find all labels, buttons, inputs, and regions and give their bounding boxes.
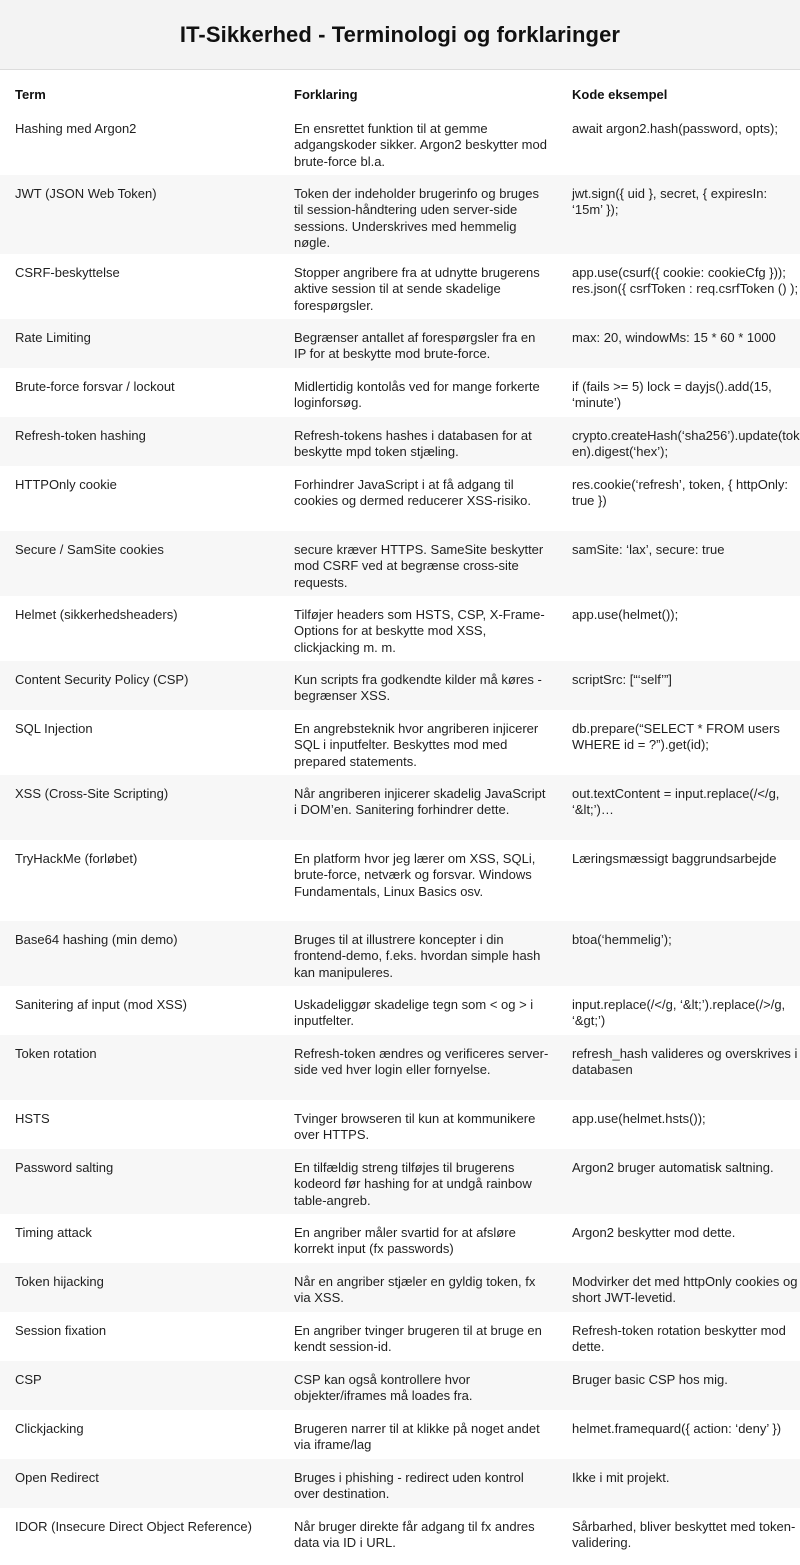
explanation-cell: Når en angriber stjæler en gyldig token, fx via XSS. <box>279 1263 557 1312</box>
code-example-cell: app.use(csurf({ cookie: cookieCfg })); res.json({ csrfToken : req.csrfToken () ); <box>557 254 800 319</box>
explanation-cell: En tilfældig streng tilføjes til brugerens kodeord før hashing for at undgå rainbow table-angreb. <box>279 1149 557 1214</box>
explanation-cell: Når bruger direkte får adgang til fx andres data via ID i URL. <box>279 1508 557 1553</box>
explanation-cell: Når angriberen injicerer skadelig JavaScript i DOM’en. Sanitering forhindrer dette. <box>279 775 557 840</box>
table-row <box>0 986 800 1035</box>
code-example-cell: btoa(‘hemmelig’); <box>557 921 800 986</box>
code-example-cell: out.textContent = input.replace(/</g, ‘&lt;’)… <box>557 775 800 840</box>
table-row <box>0 1459 800 1508</box>
explanation-cell: Stopper angribere fra at udnytte brugerens aktive session til at sende skadelige forespørgsler. <box>279 254 557 319</box>
explanation-cell: En angriber tvinger brugeren til at bruge en kendt session-id. <box>279 1312 557 1361</box>
code-example-cell: db.prepare(“SELECT * FROM users WHERE id = ?”).get(id); <box>557 710 800 775</box>
page-title: IT-Sikkerhed - Terminologi og forklaringer <box>179 21 621 47</box>
term-cell: Base64 hashing (min demo) <box>0 921 279 986</box>
explanation-cell: Uskadeliggør skadelige tegn som < og > i inputfelter. <box>279 986 557 1035</box>
term-cell: Brute-force forsvar / lockout <box>0 368 279 417</box>
table-row <box>0 1410 800 1459</box>
explanation-cell: secure kræver HTTPS. SameSite beskytter mod CSRF ved at begrænse cross-site requests. <box>279 531 557 596</box>
explanation-cell: En angrebsteknik hvor angriberen injicerer SQL i inputfelter. Beskyttes mod med prepared statements. <box>279 710 557 775</box>
code-example-cell: Sårbarhed, bliver beskyttet med token-validering. <box>557 1508 800 1553</box>
term-cell: IDOR (Insecure Direct Object Reference) <box>0 1508 279 1553</box>
term-cell: SQL Injection <box>0 710 279 775</box>
term-cell: CSRF-beskyttelse <box>0 254 279 319</box>
term-cell: Secure / SamSite cookies <box>0 531 279 596</box>
code-example-cell: Modvirker det med httpOnly cookies og short JWT-levetid. <box>557 1263 800 1312</box>
code-example-cell: input.replace(/</g, ‘&lt;’).replace(/>/g, ‘&gt;’) <box>557 986 800 1035</box>
table-row <box>0 1263 800 1312</box>
explanation-cell: En angriber måler svartid for at afsløre korrekt input (fx passwords) <box>279 1214 557 1263</box>
term-cell: CSP <box>0 1361 279 1410</box>
explanation-cell: Bruges til at illustrere koncepter i din frontend-demo, f.eks. hvordan simple hash kan manipuleres. <box>279 921 557 986</box>
term-cell: Session fixation <box>0 1312 279 1361</box>
code-example-cell: refresh_hash valideres og overskrives i databasen <box>557 1035 800 1100</box>
table-row <box>0 1149 800 1214</box>
explanation-cell: Token der indeholder brugerinfo og bruges til session-håndtering uden server-side sessions. Underskrives med hemmelig nøgle. <box>279 175 557 254</box>
table-row <box>0 1214 800 1263</box>
term-cell: Token hijacking <box>0 1263 279 1312</box>
table-row <box>0 254 800 319</box>
code-example-cell: crypto.createHash(‘sha256’).update(token).digest(‘hex’); <box>557 417 800 466</box>
table-row <box>0 466 800 531</box>
code-example-cell: helmet.framequard({ action: ‘deny’ }) <box>557 1410 800 1459</box>
explanation-cell: Tvinger browseren til kun at kommunikere over HTTPS. <box>279 1100 557 1149</box>
term-cell: Content Security Policy (CSP) <box>0 661 279 710</box>
code-example-cell: app.use(helmet()); <box>557 596 800 661</box>
term-cell: Sanitering af input (mod XSS) <box>0 986 279 1035</box>
table-row <box>0 319 800 368</box>
table-row <box>0 417 800 466</box>
code-example-cell: await argon2.hash(password, opts); <box>557 110 800 175</box>
term-cell: HTTPOnly cookie <box>0 466 279 531</box>
table-row <box>0 1508 800 1553</box>
explanation-cell: En ensrettet funktion til at gemme adgangskoder sikker. Argon2 beskytter mod brute-force bl.a. <box>279 110 557 175</box>
term-cell: Timing attack <box>0 1214 279 1263</box>
explanation-cell: Bruges i phishing - redirect uden kontrol over destination. <box>279 1459 557 1508</box>
code-example-cell: Refresh-token rotation beskytter mod dette. <box>557 1312 800 1361</box>
table-row <box>0 840 800 921</box>
table-row <box>0 1312 800 1361</box>
column-header-term: Term <box>0 70 279 110</box>
term-cell: XSS (Cross-Site Scripting) <box>0 775 279 840</box>
term-cell: JWT (JSON Web Token) <box>0 175 279 254</box>
column-header-code-example: Kode eksempel <box>557 70 800 110</box>
term-cell: TryHackMe (forløbet) <box>0 840 279 921</box>
term-cell: Helmet (sikkerhedsheaders) <box>0 596 279 661</box>
explanation-cell: Begrænser antallet af forespørgsler fra en IP for at beskytte mod brute-force. <box>279 319 557 368</box>
table-row <box>0 921 800 986</box>
table-row <box>0 661 800 710</box>
code-example-cell: app.use(helmet.hsts()); <box>557 1100 800 1149</box>
code-example-cell: Argon2 bruger automatisk saltning. <box>557 1149 800 1214</box>
table-row <box>0 1100 800 1149</box>
table-row <box>0 110 800 175</box>
code-example-cell: jwt.sign({ uid }, secret, { expiresIn: ‘15m’ }); <box>557 175 800 254</box>
column-header-explanation: Forklaring <box>279 70 557 110</box>
term-cell: Password salting <box>0 1149 279 1214</box>
code-example-cell: Bruger basic CSP hos mig. <box>557 1361 800 1410</box>
term-cell: Rate Limiting <box>0 319 279 368</box>
code-example-cell: Læringsmæssigt baggrundsarbejde <box>557 840 800 921</box>
term-cell: HSTS <box>0 1100 279 1149</box>
terminology-table <box>0 70 800 1553</box>
code-example-cell: scriptSrc: [“‘self’”] <box>557 661 800 710</box>
term-cell: Refresh-token hashing <box>0 417 279 466</box>
page-header <box>0 0 800 70</box>
term-cell: Open Redirect <box>0 1459 279 1508</box>
explanation-cell: En platform hvor jeg lærer om XSS, SQLi, brute-force, netværk og forsvar. Windows Fundamentals, Linux Basics osv. <box>279 840 557 921</box>
code-example-cell: if (fails >= 5) lock = dayjs().add(15, ‘minute’) <box>557 368 800 417</box>
explanation-cell: Refresh-tokens hashes i databasen for at beskytte mpd token stjæling. <box>279 417 557 466</box>
table-row <box>0 531 800 596</box>
explanation-cell: Midlertidig kontolås ved for mange forkerte loginforsøg. <box>279 368 557 417</box>
table-row <box>0 368 800 417</box>
code-example-cell: samSite: ‘lax’, secure: true <box>557 531 800 596</box>
explanation-cell: Refresh-token ændres og verificeres server-side ved hver login eller fornyelse. <box>279 1035 557 1100</box>
table-row <box>0 1361 800 1410</box>
code-example-cell: Argon2 beskytter mod dette. <box>557 1214 800 1263</box>
table-header-row <box>0 70 800 110</box>
code-example-cell: res.cookie(‘refresh’, token, { httpOnly: true }) <box>557 466 800 531</box>
code-example-cell: max: 20, windowMs: 15 * 60 * 1000 <box>557 319 800 368</box>
explanation-cell: Forhindrer JavaScript i at få adgang til cookies og dermed reducerer XSS-risiko. <box>279 466 557 531</box>
table-row <box>0 710 800 775</box>
code-example-cell: Ikke i mit projekt. <box>557 1459 800 1508</box>
term-cell: Hashing med Argon2 <box>0 110 279 175</box>
table-row <box>0 175 800 254</box>
table-row <box>0 596 800 661</box>
table-row <box>0 775 800 840</box>
explanation-cell: CSP kan også kontrollere hvor objekter/iframes må loades fra. <box>279 1361 557 1410</box>
explanation-cell: Tilføjer headers som HSTS, CSP, X-Frame-Options for at beskytte mod XSS, clickjacking m. m. <box>279 596 557 661</box>
explanation-cell: Brugeren narrer til at klikke på noget andet via iframe/lag <box>279 1410 557 1459</box>
term-cell: Clickjacking <box>0 1410 279 1459</box>
term-cell: Token rotation <box>0 1035 279 1100</box>
table-row <box>0 1035 800 1100</box>
explanation-cell: Kun scripts fra godkendte kilder må køres - begrænser XSS. <box>279 661 557 710</box>
